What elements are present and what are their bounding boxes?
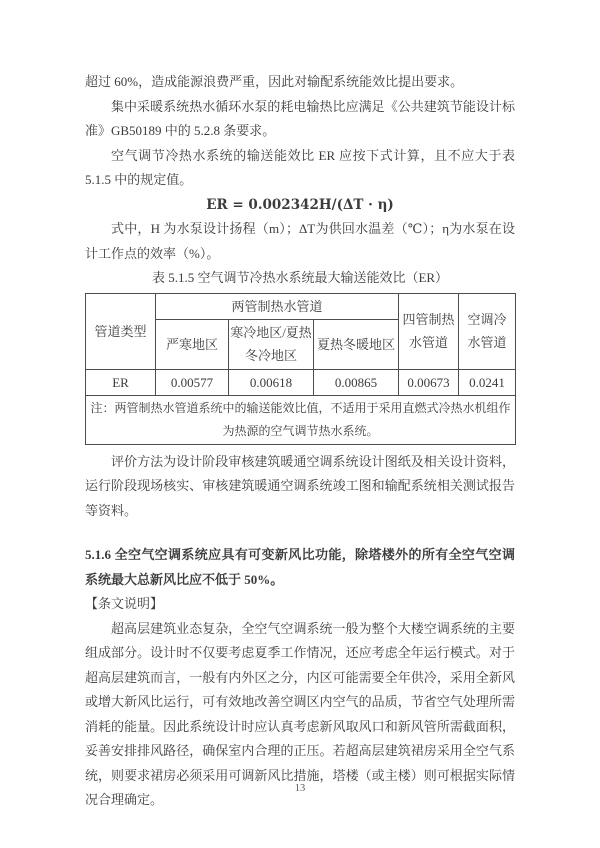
- er-row-label: ER: [86, 369, 156, 395]
- er-limits-table: [85, 293, 516, 445]
- header-cell-four-pipe: [399, 293, 459, 369]
- header-cell-severe-cold-zone: 严寒地区: [156, 319, 229, 369]
- section-5-1-6-heading: 5.1.6 全空气空调系统应具有可变新风比功能，除塔楼外的所有全空气空调系统最大总新风比应不低于 50%。: [85, 547, 515, 587]
- er-value-four-pipe: 0.00673: [399, 369, 459, 395]
- header-cell-two-pipe-group: 两管制热水管道: [156, 293, 399, 319]
- header-cell-chilled-water: [459, 293, 516, 369]
- er-value-severe-cold: 0.00577: [156, 369, 229, 395]
- paragraph-heating-pump: 集中采暖系统热水循环水泵的耗电输热比应满足《公共建筑节能设计标准》GB50189 中的 5.2.8 条要求。: [85, 98, 515, 138]
- section-5-1-6-body: 超高层建筑业态复杂，全空气空调系统一般为整个大楼空调系统的主要组成部分。设计时不仅要考虑夏季工作情况，还应考虑全年运行模式。对于超高层建筑而言，一般有内外区之分，内区可能需要全年供冷，采用全新风或增大新风比运行，可有效地改善空调区内空气的品质，节省空气处理所需消耗的能量。因此系统设计时应认真考虑新风取风口和新风管所需截面积，妥善安排排风路径，确保室内合理的正压。若超高层建筑裙房采用全空气系统，则要求裙房必须采用可调新风比措施，塔楼（或主楼）则可根据实际情况合理确定。: [85, 620, 515, 807]
- explanation-label: 【条文说明】: [85, 596, 164, 611]
- er-value-hot-summer-warm-winter: 0.00865: [314, 369, 399, 395]
- table-caption: 表 5.1.5 空气调节冷热水系统最大输送能效比（ER）: [151, 270, 449, 285]
- document-body: [85, 70, 515, 813]
- paragraph-overflow-continuation: 超过 60%，造成能源浪费严重，因此对输配系统能效比提出要求。: [85, 74, 464, 89]
- page-number: 13: [294, 783, 306, 794]
- paragraph-evaluation-method: 评价方法为设计阶段审核建筑暖通空调系统设计图纸及相关设计资料，运行阶段现场核实、审核建筑暖通空调系统竣工图和输配系统相关测试报告等资料。: [85, 453, 515, 518]
- er-formula: ER = 0.002342H/(ΔT · η): [206, 196, 394, 213]
- table-data-row-er: [86, 369, 516, 395]
- er-value-chilled-water: 0.0241: [459, 369, 516, 395]
- header-cell-hot-summer-warm-winter-zone: 夏热冬暖地区: [314, 319, 399, 369]
- table-note: 注：两管制热水管道系统中的输送能效比值，不适用于采用直燃式冷热水机组作为热源的空气调节热水系统。: [86, 395, 516, 444]
- header-cell-pipe-type: 管道类型: [86, 293, 156, 369]
- header-cell-chilled-water-text: 空调冷水管道: [467, 312, 507, 350]
- header-cell-four-pipe-text: 四管制热水管道: [402, 312, 455, 350]
- paragraph-er-intro: 空气调节冷热水系统的输送能效比 ER 应按下式计算，且不应大于表 5.1.5 中的规定值。: [85, 147, 515, 187]
- er-value-cold-zone: 0.00618: [229, 369, 314, 395]
- table-note-row: [86, 395, 516, 444]
- paragraph-formula-variables: 式中，H 为水泵设计扬程（m）；ΔT为供回水温差（℃）；η为水泵在设计工作点的效率（%）。: [85, 221, 515, 261]
- table-header-row-1: [86, 293, 516, 319]
- header-cell-cold-zone: 寒冷地区/夏热冬冷地区: [229, 319, 314, 369]
